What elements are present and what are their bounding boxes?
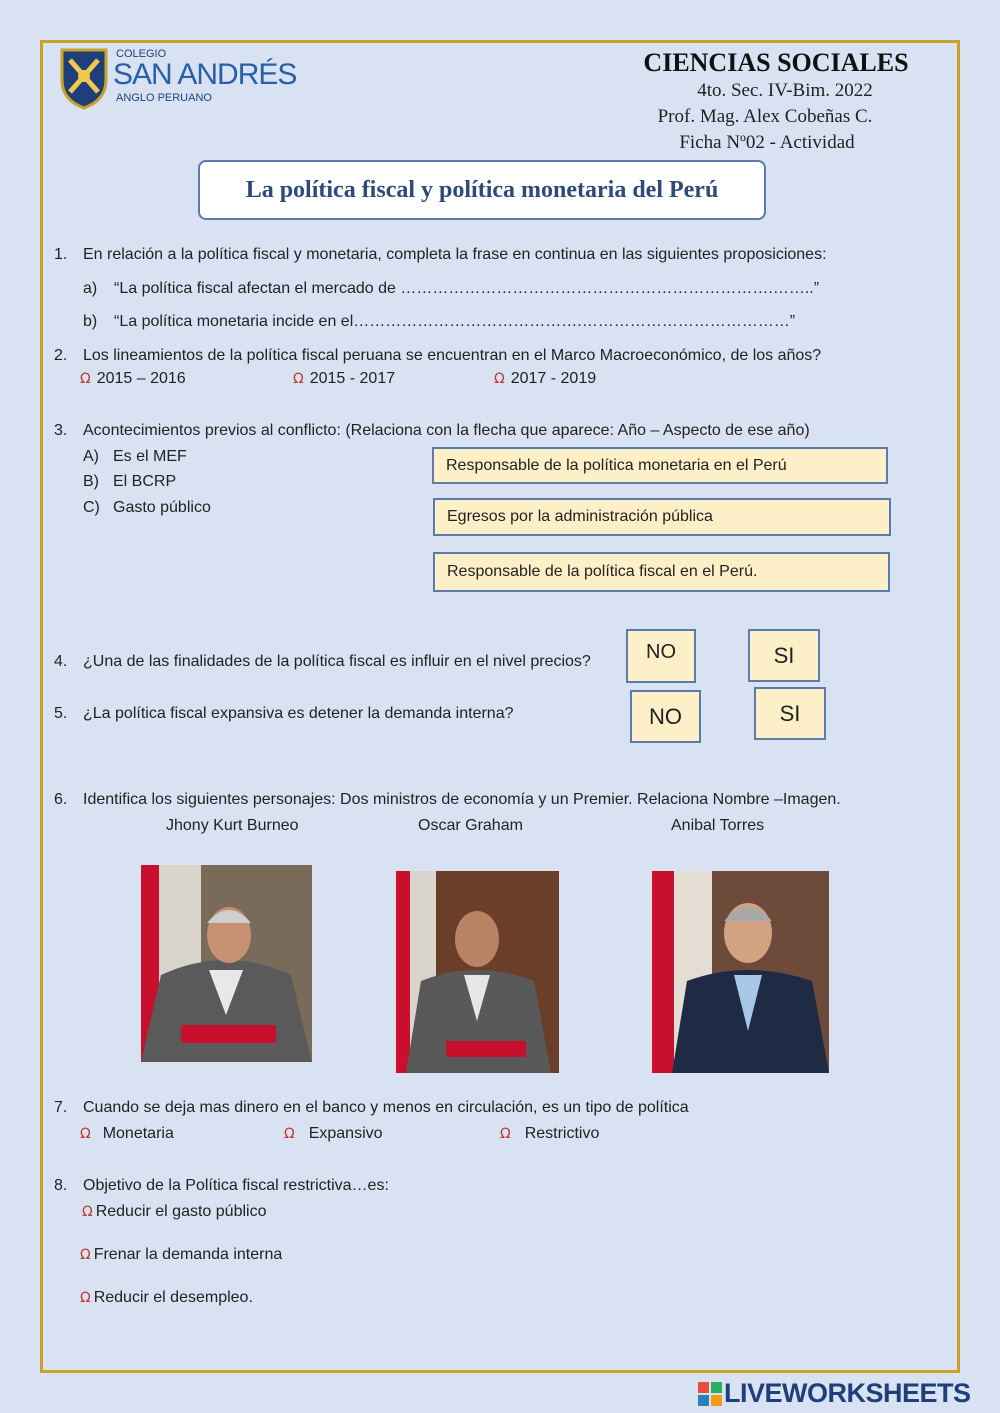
q3-text: Acontecimientos previos al conflicto: (Relaciona con la flecha que aparece: Año – Aspecto de ese año)	[83, 422, 810, 439]
q6-name-1[interactable]: Jhony Kurt Burneo	[166, 817, 299, 834]
logo-sub: ANGLO PERUANO	[116, 92, 212, 104]
logo-name: SAN ANDRÉS	[113, 58, 297, 91]
q3-answer-box-2[interactable]: Egresos por la administración pública	[433, 498, 891, 536]
omega-bullet-icon: Ω	[284, 1126, 295, 1142]
q3-answer-box-1[interactable]: Responsable de la política monetaria en el Perú	[432, 447, 888, 484]
omega-bullet-icon: Ω	[293, 371, 304, 387]
q3-item-c-text[interactable]: Gasto público	[113, 499, 211, 516]
q5-si-button[interactable]: SI	[754, 687, 826, 740]
q2-text: Los lineamientos de la política fiscal peruana se encuentran en el Marco Macroeconómico, de los años?	[83, 347, 822, 364]
omega-bullet-icon: Ω	[80, 1290, 91, 1306]
q3-number: 3.	[54, 422, 68, 439]
q3-item-a-text[interactable]: Es el MEF	[113, 448, 187, 465]
q7-text: Cuando se deja mas dinero en el banco y menos en circulación, es un tipo de política	[83, 1099, 689, 1116]
q2-number: 2.	[54, 347, 68, 364]
q1-b-label: b)	[83, 313, 98, 330]
q7-number: 7.	[54, 1099, 68, 1116]
q1-a-text[interactable]: “La política fiscal afectan el mercado de …………………………………………………………….……..”	[114, 280, 820, 297]
logo-colegio: COLEGIO	[116, 48, 167, 60]
q8-option-3[interactable]: Ω Reducir el desempleo.	[80, 1289, 253, 1306]
omega-bullet-icon: Ω	[82, 1204, 93, 1220]
q8-option-1[interactable]: Ω Reducir el gasto público	[82, 1203, 267, 1220]
liveworksheets-grid-icon	[698, 1382, 722, 1406]
page-title-box	[198, 160, 766, 220]
q7-option-1[interactable]: Ω Monetaria	[80, 1125, 174, 1142]
school-crest-icon	[58, 46, 110, 110]
q3-answer-box-3[interactable]: Responsable de la política fiscal en el Perú.	[433, 552, 890, 592]
omega-bullet-icon: Ω	[494, 371, 505, 387]
q7-option-2[interactable]: Ω Expansivo	[284, 1125, 383, 1142]
q7-option-3[interactable]: Ω Restrictivo	[500, 1125, 600, 1142]
teacher-line: Prof. Mag. Alex Cobeñas C.	[657, 106, 873, 127]
q8-text: Objetivo de la Política fiscal restrictiva…es:	[83, 1177, 389, 1194]
page-title: La política fiscal y política monetaria del Perú	[245, 176, 719, 203]
omega-bullet-icon: Ω	[80, 1247, 91, 1263]
q6-name-3[interactable]: Anibal Torres	[671, 817, 765, 834]
q6-text: Identifica los siguientes personajes: Dos ministros de economía y un Premier. Relaciona Nombre –Imagen.	[83, 791, 841, 808]
portrait-photo-1[interactable]	[141, 865, 312, 1062]
school-logo	[58, 46, 308, 110]
q4-si-button[interactable]: SI	[748, 629, 820, 682]
q6-number: 6.	[54, 791, 68, 808]
q3-item-c-label: C)	[83, 499, 100, 516]
q1-a-label: a)	[83, 280, 98, 297]
portrait-photo-2[interactable]	[396, 871, 559, 1073]
grade-line: 4to. Sec. IV-Bim. 2022	[697, 80, 873, 101]
q2-option-1[interactable]: Ω 2015 – 2016	[80, 370, 186, 387]
q4-text: ¿Una de las finalidades de la política fiscal es influir en el nivel precios?	[83, 653, 591, 670]
omega-bullet-icon: Ω	[80, 1126, 91, 1142]
subject-title: CIENCIAS SOCIALES	[643, 48, 909, 77]
portrait-photo-3[interactable]	[652, 871, 829, 1073]
q2-option-2[interactable]: Ω 2015 - 2017	[293, 370, 396, 387]
q6-name-2[interactable]: Oscar Graham	[418, 817, 523, 834]
q5-no-button[interactable]: NO	[630, 690, 701, 743]
q5-text: ¿La política fiscal expansiva es detener la demanda interna?	[83, 705, 514, 722]
q1-text: En relación a la política fiscal y monetaria, completa la frase en continua en las siguientes proposiciones:	[83, 246, 827, 263]
q4-number: 4.	[54, 653, 68, 670]
q8-option-2[interactable]: Ω Frenar la demanda interna	[80, 1246, 283, 1263]
q1-number: 1.	[54, 246, 68, 263]
q1-b-text[interactable]: “La política monetaria incide en el…………………………………….…………………………………”	[114, 313, 796, 330]
sheet-line: Ficha Nº02 - Actividad	[679, 132, 855, 153]
q2-option-3[interactable]: Ω 2017 - 2019	[494, 370, 597, 387]
liveworksheets-wordmark: LIVEWORKSHEETS	[724, 1378, 971, 1408]
q3-item-b-text[interactable]: El BCRP	[113, 473, 177, 490]
q8-number: 8.	[54, 1177, 68, 1194]
liveworksheets-logo[interactable]	[698, 1378, 996, 1410]
q3-item-b-label: B)	[83, 473, 99, 490]
omega-bullet-icon: Ω	[500, 1126, 511, 1142]
omega-bullet-icon: Ω	[80, 371, 91, 387]
q5-number: 5.	[54, 705, 68, 722]
q4-no-button[interactable]: NO	[626, 629, 696, 683]
q3-item-a-label: A)	[83, 448, 99, 465]
